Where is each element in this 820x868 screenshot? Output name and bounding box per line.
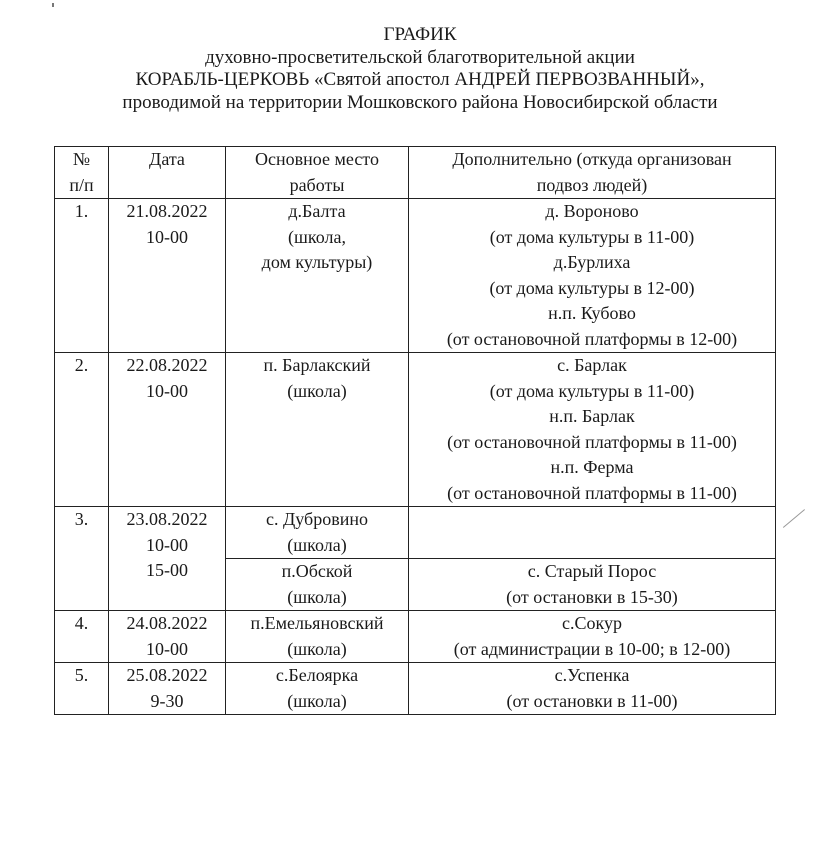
row-number: 3.: [55, 507, 109, 611]
row-additional-empty: [409, 507, 776, 559]
document-title: ГРАФИК: [383, 24, 457, 45]
row-main-place: с. Дубровино (школа): [226, 507, 409, 559]
row-main-place: п.Обской (школа): [226, 559, 409, 611]
row-number: 5.: [55, 663, 109, 715]
header-main-place: Основное место работы: [226, 147, 409, 199]
schedule-table: [54, 146, 776, 715]
row-additional: с. Барлак (от дома культуры в 11-00) н.п. Барлак (от остановочной платформы в 11-00) н.п. Ферма (от остановочной платформы в 11-00): [409, 353, 776, 507]
row-number: 1.: [55, 199, 109, 353]
row-additional: с.Успенка (от остановки в 11-00): [409, 663, 776, 715]
row-date: 25.08.2022 9-30: [109, 663, 226, 715]
row-additional: с. Старый Порос (от остановки в 15-30): [409, 559, 776, 611]
scan-mark: [783, 509, 805, 528]
document-subtitle-line: духовно-просветительской благотворительной акции: [205, 46, 635, 68]
row-main-place: с.Белоярка (школа): [226, 663, 409, 715]
document-subtitle-line: проводимой на территории Мошковского района Новосибирской области: [122, 91, 718, 113]
table-row: [55, 611, 776, 663]
row-date: 24.08.2022 10-00: [109, 611, 226, 663]
row-main-place: п.Емельяновский (школа): [226, 611, 409, 663]
row-main-place: п. Барлакский (школа): [226, 353, 409, 507]
table-header-row: [55, 147, 776, 199]
row-number: 4.: [55, 611, 109, 663]
table-row: [55, 507, 776, 559]
table-row: [55, 199, 776, 353]
scan-mark: [52, 3, 54, 7]
row-additional: д. Вороново (от дома культуры в 11-00) д.Бурлиха (от дома культуры в 12-00) н.п. Кубово (от остановочной платформы в 12-00): [409, 199, 776, 353]
row-date: 21.08.2022 10-00: [109, 199, 226, 353]
header-additional: Дополнительно (откуда организован подвоз людей): [409, 147, 776, 199]
table-row: [55, 663, 776, 715]
row-main-place: д.Балта (школа, дом культуры): [226, 199, 409, 353]
document-heading: [0, 24, 820, 114]
document-subtitle-line: КОРАБЛЬ-ЦЕРКОВЬ «Святой апостол АНДРЕЙ ПЕРВОЗВАННЫЙ»,: [135, 69, 705, 90]
row-date: 22.08.2022 10-00: [109, 353, 226, 507]
row-additional: с.Сокур (от администрации в 10-00; в 12-00): [409, 611, 776, 663]
table-row: [55, 353, 776, 507]
row-number: 2.: [55, 353, 109, 507]
header-date: Дата: [109, 147, 226, 199]
row-date: 23.08.2022 10-00 15-00: [109, 507, 226, 611]
header-number: № п/п: [55, 147, 109, 199]
